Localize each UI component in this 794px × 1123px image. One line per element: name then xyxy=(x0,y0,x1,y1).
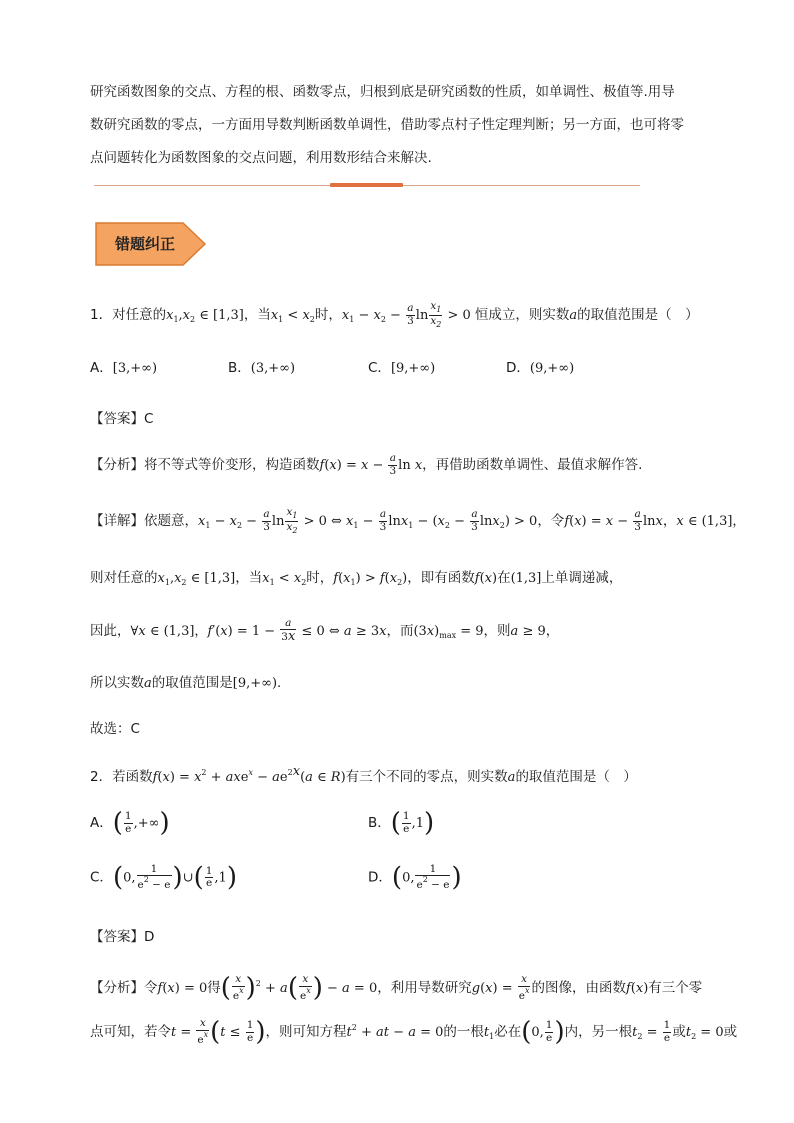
q1-detail-line-4: 所以实数a的取值范围是[9,+∞). xyxy=(90,675,282,691)
q2-option-b: B．( $\frac{1}{e}$ ,1) xyxy=(368,808,435,838)
detail-text: 的取值范围是 xyxy=(151,675,233,691)
analysis-text: 或 xyxy=(672,1024,686,1040)
analysis-text: ，则可知方程 xyxy=(265,1024,347,1040)
q1-stem-text: 恒成立，则实数 xyxy=(474,307,570,323)
detail-text: 在 xyxy=(497,570,511,586)
q2-stem: 2．若函数$f(x) = x^2 + axe^x - ae^{2x}(a$ ∈ R)有三个不同的零点，则实数a的取值范围是（ ） xyxy=(90,764,637,785)
q2-analysis-line-2: 点可知，若令t = $\frac{x}{e^x}$ (t ≤ $\frac{1}{e}$ )，则可知方程$t^2$ + at − a = 0的一根$t_1$必在(0, $\frac{1}{e}$ )内，另一根$t_2$ = $\frac{1}{e}$ 或$t_2 = 0$或 xyxy=(90,1017,738,1047)
analysis-text: ，利用导数研究 xyxy=(377,980,472,996)
detail-label: 【详解】 xyxy=(90,513,144,529)
option-letter: B． xyxy=(228,360,251,376)
analysis-label: 【分析】 xyxy=(90,457,144,473)
answer-label: 【答案】 xyxy=(90,411,144,427)
analysis-text: 或 xyxy=(723,1024,738,1040)
q1-option-b xyxy=(228,356,295,376)
answer-value: C xyxy=(144,411,154,427)
section-tag-label: 错题纠正 xyxy=(114,235,175,253)
q1-option-c xyxy=(368,356,435,376)
analysis-text: 得 xyxy=(207,980,221,996)
section-tag xyxy=(95,222,207,266)
detail-text: 所以实数 xyxy=(90,675,144,691)
detail-text: ，则 xyxy=(483,623,511,639)
q1-stem-text: 1．对任意的 xyxy=(90,307,167,323)
q1-detail-line-3: 因此，∀x ∈ (1,3]，f′(x) = 1 − $\frac{a}{3x}$ ≤ 0 ⇔ a ≥ 3x，而$(3x)_{max} = 9$，则a ≥ 9， xyxy=(90,617,560,645)
q1-choose: 故选：C xyxy=(90,721,140,737)
detail-text: 上单调递减， xyxy=(541,570,623,586)
option-letter: A． xyxy=(90,815,113,831)
answer-value: D xyxy=(144,929,155,945)
analysis-text: 有三个零 xyxy=(648,980,703,996)
detail-text: ， xyxy=(662,513,677,529)
q1-detail-line-2: 则对任意的$x_1,x_2$ ∈ [1,3]，当$x_1 < x_2$时，$f(x_1) > f(x_2)$，即有函数f(x)在(1,3]上单调递减， xyxy=(90,570,623,587)
q1-answer xyxy=(90,407,153,427)
detail-text: ， xyxy=(545,623,560,639)
q1-stem-text: 时， xyxy=(314,307,342,323)
q1-analysis: 【分析】将不等式等价变形，构造函数f(x) = x − $\frac{a}{3}$ ln x，再借助函数单调性、最值求解作答. xyxy=(90,452,643,477)
q2-option-c: C．(0, $\frac{1}{e^2 - e}$ )∪( $\frac{1}{e}$ ,1) xyxy=(90,862,237,893)
option-letter: C． xyxy=(368,360,391,376)
q2-option-a: A．( $\frac{1}{e}$ ,+∞) xyxy=(90,808,170,838)
q1-option-a xyxy=(90,356,157,376)
option-letter: D． xyxy=(368,869,392,886)
analysis-text: 令 xyxy=(144,980,158,996)
option-letter: A． xyxy=(90,360,113,376)
analysis-text: 内，另一根 xyxy=(564,1024,633,1040)
analysis-text: 必在 xyxy=(494,1024,522,1040)
detail-text: ，当 xyxy=(235,570,263,586)
analysis-text: 的图像，由函数 xyxy=(531,980,626,996)
detail-text: ，而 xyxy=(386,623,414,639)
detail-text: 依题意， xyxy=(144,513,198,529)
detail-text: 时， xyxy=(306,570,334,586)
option-letter: B． xyxy=(368,815,391,831)
option-letter: C． xyxy=(90,869,113,886)
intro-line-2: 数研究函数的零点，一方面用导数判断函数单调性，借助零点村子性定理判断；另一方面，也可将零 xyxy=(90,117,684,133)
option-letter: D． xyxy=(506,360,530,376)
section-divider-accent xyxy=(330,183,403,187)
q2-answer xyxy=(90,925,154,945)
q1-stem-text: 的取值范围是（ ） xyxy=(577,307,699,323)
q1-stem-text: ，当 xyxy=(243,307,271,323)
analysis-text: 点可知，若令 xyxy=(90,1024,171,1040)
q2-stem-text: 的取值范围是（ ） xyxy=(515,769,637,785)
option-value: [3,+∞) xyxy=(112,361,158,376)
q2-stem-text: 2．若函数 xyxy=(90,769,153,785)
detail-text: [9,+∞). xyxy=(232,676,282,691)
detail-text: ，即有函数 xyxy=(407,570,475,586)
analysis-label: 【分析】 xyxy=(90,980,144,996)
answer-label: 【答案】 xyxy=(90,929,144,945)
detail-text: ，令 xyxy=(537,513,565,529)
analysis-text: 将不等式等价变形，构造函数 xyxy=(144,457,320,473)
analysis-text: 的一根 xyxy=(443,1024,484,1040)
q2-analysis: 【分析】令f(x) = 0得( $\frac{x}{e^x}$ )$^2$ + a( $\frac{x}{e^x}$ ) − a = 0，利用导数研究g(x) = $\frac{x}{e^x}$ 的图像，由函数f(x)有三个零 xyxy=(90,973,703,1003)
q2-stem-text: 有三个不同的零点，则实数 xyxy=(345,769,508,785)
option-value: (3,+∞) xyxy=(250,361,296,376)
q1-option-d xyxy=(506,356,574,376)
q2-option-d: D．(0, $\frac{1}{e^2 - e}$ ) xyxy=(368,862,462,893)
detail-text: 则对任意的 xyxy=(90,570,158,586)
intro-line-3: 点问题转化为函数图象的交点问题，利用数形结合来解决. xyxy=(90,150,432,166)
q1-detail: 【详解】依题意，$x_1 - x_2$ − $\frac{a}{3}$ ln $\frac{x_1}{x_2}$ > 0 ⇔ $x_1$ − $\frac{a}{3}$ $\ln x_1 - (x_2$ − $\frac{a}{3}$ lnx$_2$) > 0，令f(x) = x − $\frac{a}{3}$ lnx，x ∈ (1,3]， xyxy=(90,506,746,535)
option-value: (9,+∞) xyxy=(529,361,575,376)
q1-stem: 1．对任意的$x_1,x_2$ ∈ [1,3]，当$x_1 < x_2$时，$x_1 - x_2$ − $\frac{a}{3}$ ln $\frac{x_1}{x_2}$ > 0 恒成立，则实数a的取值范围是（ ） xyxy=(90,300,699,329)
analysis-text: ，再借助函数单调性、最值求解作答. xyxy=(422,457,643,473)
option-value: [9,+∞) xyxy=(390,361,436,376)
intro-line-1: 研究函数图象的交点、方程的根、函数零点，归根到底是研究函数的性质，如单调性、极值等.用导 xyxy=(90,84,675,100)
detail-text: 因此， xyxy=(90,623,131,639)
